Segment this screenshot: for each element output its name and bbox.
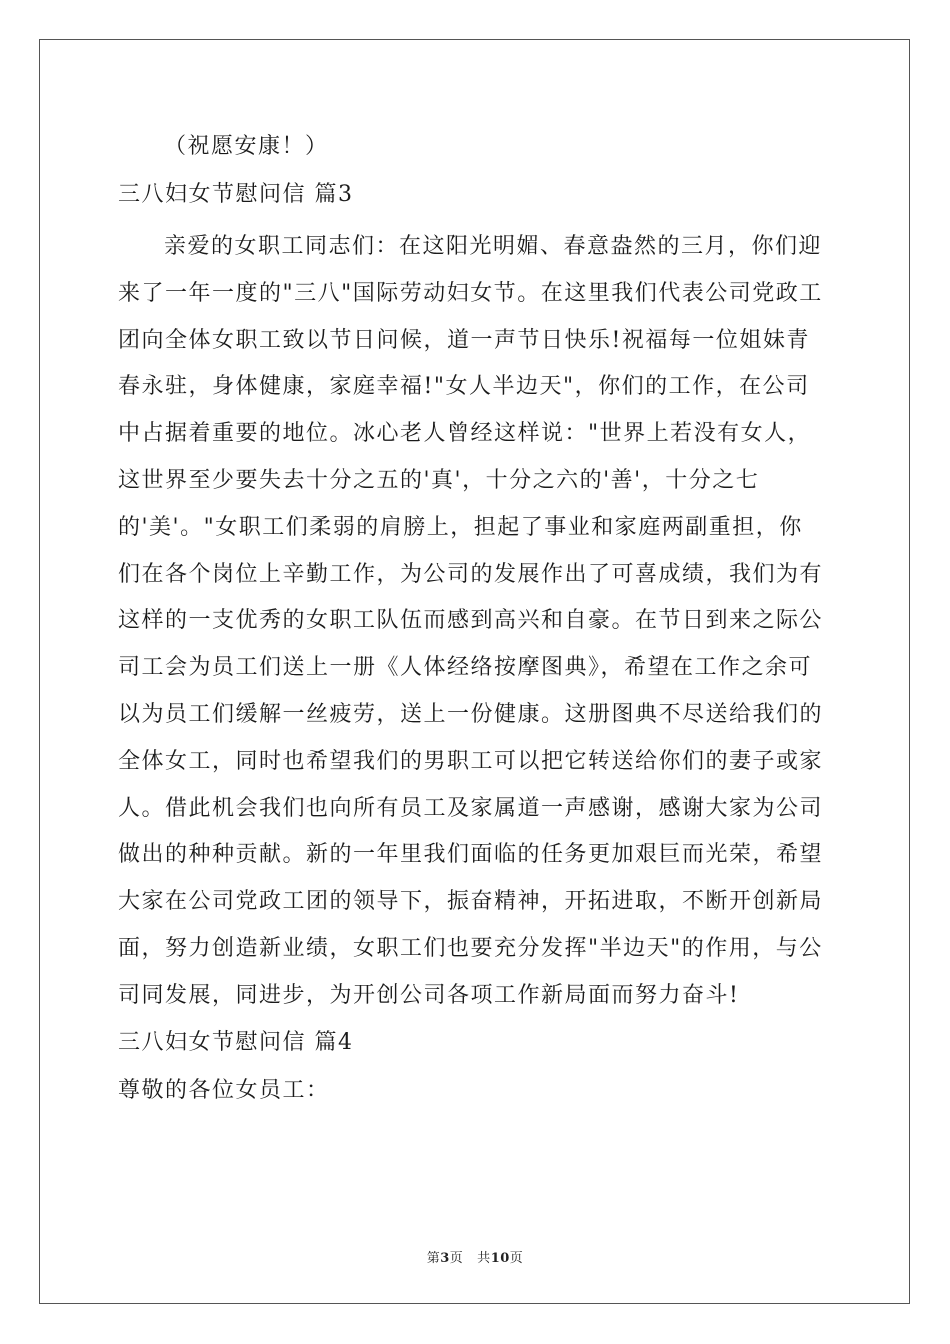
footer-page-number: 3 bbox=[440, 1251, 450, 1266]
paragraph-line: 的'美'。"女职工们柔弱的肩膀上，担起了事业和家庭两副重担，你 bbox=[118, 514, 803, 540]
paragraph-line: 司同发展，同进步，为开创公司各项工作新局面而努力奋斗! bbox=[118, 982, 740, 1008]
paragraph-line: 春永驻，身体健康，家庭幸福!"女人半边天"，你们的工作，在公司 bbox=[118, 374, 810, 400]
page-footer bbox=[0, 1247, 950, 1266]
paragraph-line: 这世界至少要失去十分之五的'真'，十分之六的'善'，十分之七 bbox=[118, 467, 760, 493]
footer-total-prefix: 共 bbox=[477, 1251, 491, 1266]
paragraph-line: 中占据着重要的地位。冰心老人曾经这样说："世界上若没有女人， bbox=[118, 421, 812, 447]
section-4-salutation: 尊敬的各位女员工： bbox=[118, 1077, 330, 1103]
document-body bbox=[118, 128, 838, 1110]
footer-prefix: 第 bbox=[426, 1251, 441, 1266]
paragraph-line: 团向全体女职工致以节日问候，道一声节日快乐!祝福每一位姐妹青 bbox=[118, 327, 810, 353]
paragraph-line: 面，努力创造新业绩，女职工们也要充分发挥"半边天"的作用，与公 bbox=[118, 935, 823, 961]
paragraph-line: 人。借此机会我们也向所有员工及家属道一声感谢，感谢大家为公司 bbox=[118, 795, 824, 821]
paragraph-line: 司工会为员工们送上一册《人体经络按摩图典》，希望在工作之余可 bbox=[118, 655, 813, 681]
paragraph-line: 大家在公司党政工团的领导下，振奋精神，开拓进取，不断开创新局 bbox=[118, 889, 824, 915]
paragraph-line: 来了一年一度的"三八"国际劳动妇女节。在这里我们代表公司党政工 bbox=[118, 280, 823, 306]
paragraph-line: 亲爱的女职工同志们：在这阳光明媚、春意盎然的三月，你们迎 bbox=[164, 234, 823, 259]
paragraph-line: 做出的种种贡献。新的一年里我们面临的任务更加艰巨而光荣，希望 bbox=[118, 842, 824, 868]
closing-wish: （祝愿安康！） bbox=[164, 134, 329, 159]
section-3-heading: 三八妇女节慰问信 篇3 bbox=[118, 182, 354, 207]
section-4-heading: 三八妇女节慰问信 篇4 bbox=[118, 1029, 354, 1055]
paragraph-line: 全体女工，同时也希望我们的男职工可以把它转送给你们的妻子或家 bbox=[118, 748, 824, 774]
footer-page-suffix: 页 bbox=[449, 1251, 464, 1266]
section-3-paragraph bbox=[118, 224, 838, 1020]
paragraph-line: 以为员工们缓解一丝疲劳，送上一份健康。这册图典不尽送给我们的 bbox=[118, 701, 824, 727]
footer-total-suffix: 页 bbox=[509, 1251, 524, 1266]
paragraph-line: 这样的一支优秀的女职工队伍而感到高兴和自豪。在节日到来之际公 bbox=[118, 608, 824, 634]
footer-total-pages: 10 bbox=[490, 1251, 510, 1266]
paragraph-line: 们在各个岗位上辛勤工作，为公司的发展作出了可喜成绩，我们为有 bbox=[118, 561, 824, 587]
